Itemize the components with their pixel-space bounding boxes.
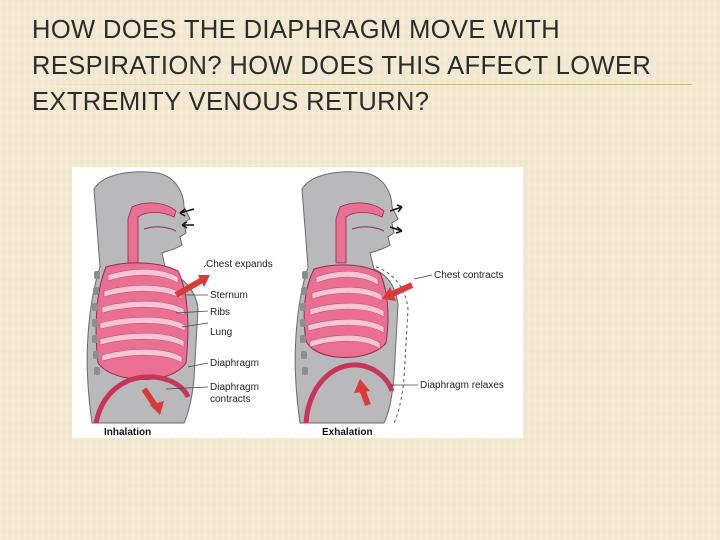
exhalation-figure [295,172,504,438]
label-diaphragm-relaxes: Diaphragm relaxes [420,380,504,391]
label-diaphragm-contracts-line2: contracts [210,394,251,405]
slide-title: HOW DOES THE DIAPHRAGM MOVE WITH RESPIRATION? HOW DOES THIS AFFECT LOWER EXTREMITY VENOUS RETURN? [32,16,652,116]
label-diaphragm: Diaphragm [210,358,259,369]
exhalation-caption: Exhalation [322,427,373,438]
inhalation-figure [87,172,273,438]
label-diaphragm-contracts-line1: Diaphragm [210,382,259,393]
label-lung: Lung [210,327,233,338]
label-chest-expands: Chest expands [206,259,273,270]
respiration-diagram [72,167,523,438]
label-sternum: Sternum [210,290,248,301]
label-ribs: Ribs [210,307,231,318]
inhalation-caption: Inhalation [104,427,152,438]
label-chest-contracts: Chest contracts [434,270,504,281]
title-divider [32,84,692,85]
